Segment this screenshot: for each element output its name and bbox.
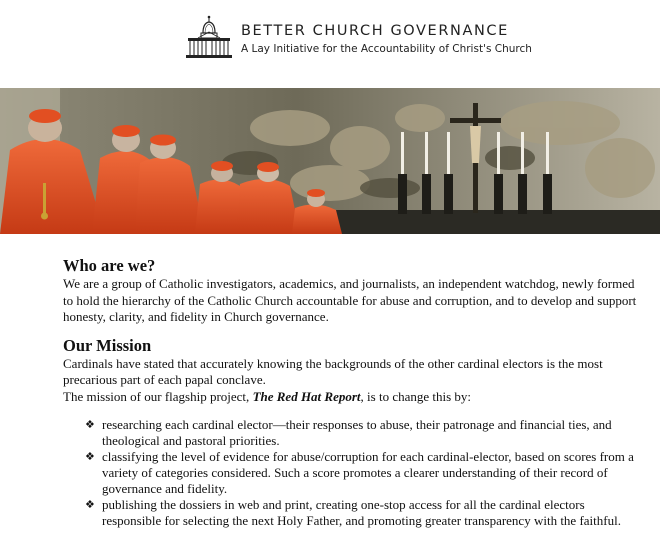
site-header [184,13,532,65]
org-name: BETTER CHURCH GOVERNANCE [241,23,509,39]
mission-list [63,417,643,529]
list-item-text: publishing the dossiers in web and print, creating one-stop access for all the cardinal electors responsible for selecting the next Holy Father, and promoting greater transparency with the faithful. [102,497,621,528]
list-item-text: classifying the level of evidence for abuse/corruption for each cardinal-elector, based on scores from a variety of categories considered. Such a score promotes a clearer understanding of their record of governance and fidelity. [102,449,634,496]
cardinals-procession-image [0,88,660,234]
who-body: We are a group of Catholic investigators, academics, and journalists, an independent watchdog, newly formed to hold the hierarchy of the Catholic Church accountable for abuse and corruption, and to develop and support honesty, clarity, and fidelity in Church governance. [63,276,637,324]
diamond-bullet-icon: ❖ [85,418,95,431]
list-item [85,449,643,497]
mission-heading: Our Mission [63,335,152,355]
red-hat-report-title: The Red Hat Report [252,388,361,404]
list-item [85,417,643,449]
who-section [63,256,643,326]
mission-para2-prefix: The mission of our flagship project, [63,388,253,404]
main-content [63,256,643,529]
who-heading: Who are we? [63,256,156,275]
org-tagline: A Lay Initiative for the Accountability of Christ's Church [241,43,532,55]
mission-section [63,336,643,530]
mission-para2 [63,389,643,406]
list-item-text: researching each cardinal elector—their responses to abuse, their patronage and financial ties, and theological and pastoral priorities. [102,417,612,448]
list-item [85,497,643,529]
diamond-bullet-icon: ❖ [85,498,95,511]
mission-para2-suffix: , is to change this by: [360,388,472,404]
mission-para1: Cardinals have stated that accurately knowing the backgrounds of the other cardinal electors is the most precarious part of each papal conclave. [63,355,603,387]
diamond-bullet-icon: ❖ [85,450,95,463]
basilica-dome-icon [184,13,234,63]
